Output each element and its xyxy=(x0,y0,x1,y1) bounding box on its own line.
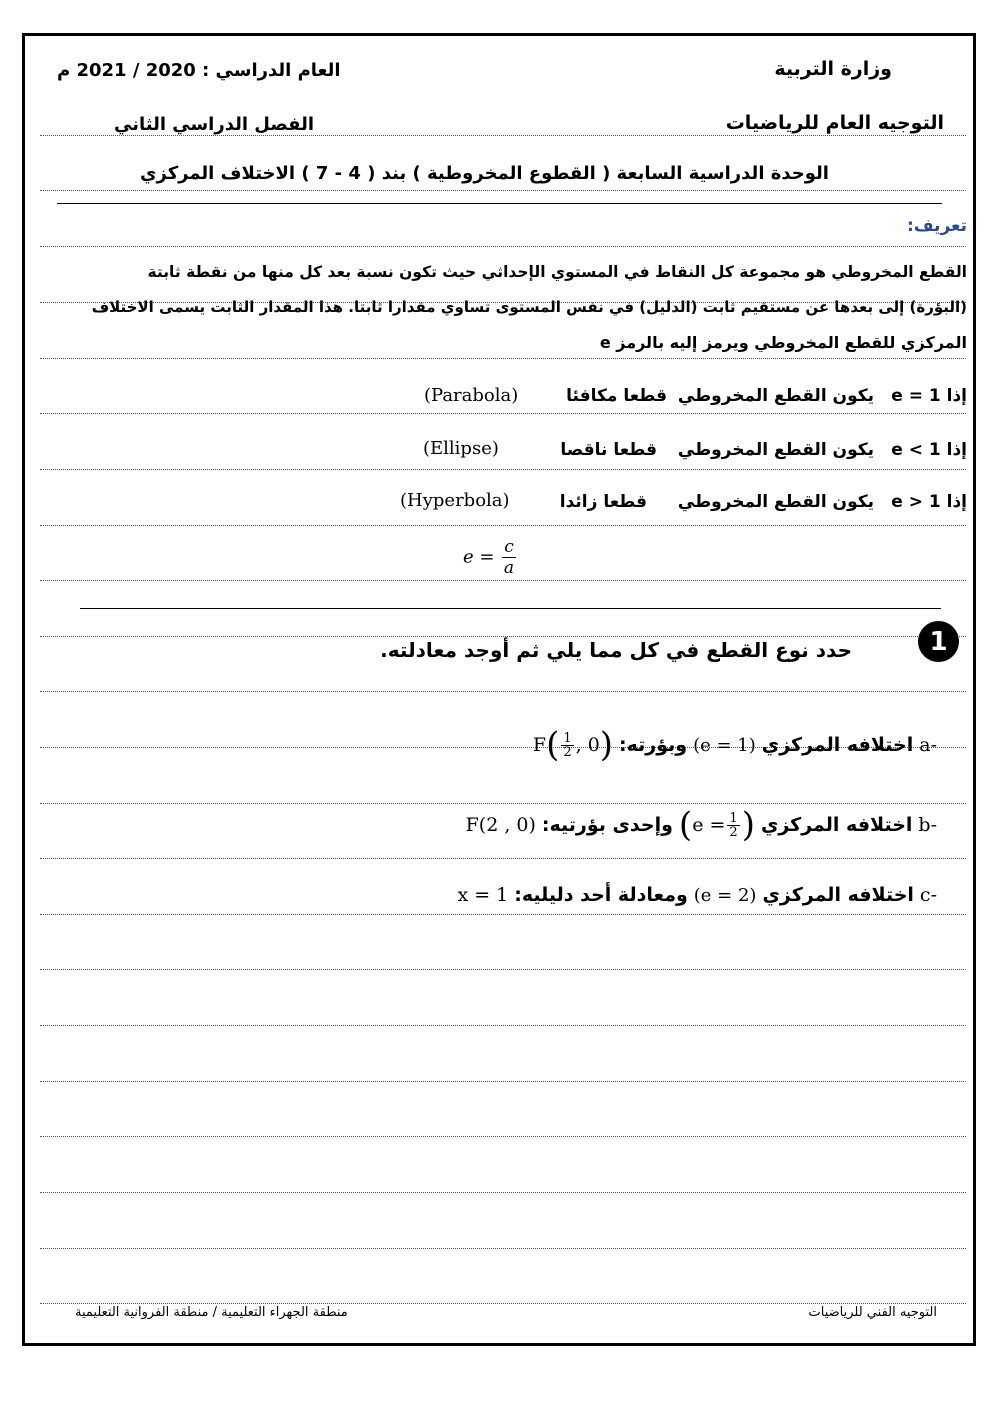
eccentricity-formula xyxy=(463,537,518,578)
definition-heading: تعريف: xyxy=(907,216,967,236)
section-divider xyxy=(80,608,941,609)
case-text: يكون القطع المخروطي xyxy=(677,492,874,512)
question-part-a xyxy=(532,725,937,765)
question-number-badge: 1 xyxy=(918,621,959,662)
question-part-b xyxy=(465,805,937,845)
case-type-ar: قطعا ناقصا xyxy=(560,440,657,460)
formula-denominator: a xyxy=(503,558,515,578)
part-eccentricity: ( e = $\frac{1}{2}$ ) xyxy=(678,805,755,845)
case-text: يكون القطع المخروطي xyxy=(677,440,874,460)
page-border xyxy=(22,33,976,1346)
unit-title: الوحدة الدراسية السابعة ( القطوع المخروطية ) بند ( 4 - 7 ) الاختلاف المركزي xyxy=(140,163,829,184)
department-name: التوجيه العام للرياضيات xyxy=(725,112,944,134)
case-type-en: (Ellipse) xyxy=(423,438,499,459)
ministry-name: وزارة التربية xyxy=(774,58,892,80)
part-eccentricity: (e = 2) xyxy=(693,884,757,906)
case-type-ar: قطعا مكافئا xyxy=(566,386,667,406)
footer-regions: منطقة الجهراء التعليمية / منطقة الفروانية التعليمية xyxy=(75,1305,348,1320)
part-label: -b xyxy=(918,814,937,836)
part-text: اختلافه المركزي xyxy=(760,814,913,836)
definition-line-2: (البؤرة) إلى بعدها عن مستقيم ثابت (الدليل) في نفس المستوى تساوي مقدارا ثابتا. هذا المقدار الثابت يسمى الاختلاف xyxy=(91,298,967,316)
question-prompt: حدد نوع القطع في كل مما يلي ثم أوجد معادلته. xyxy=(380,638,852,662)
formula-lhs: e = xyxy=(463,546,495,568)
case-text: يكون القطع المخروطي xyxy=(677,386,874,406)
academic-year: العام الدراسي : 2020 / 2021 م xyxy=(57,60,341,81)
footer-department: التوجيه الفني للرياضيات xyxy=(808,1305,937,1320)
case-condition: إذا e = 1 xyxy=(891,386,967,406)
part-focus: F(2 , 0) xyxy=(465,814,536,836)
part-text: اختلافه المركزي xyxy=(761,734,914,756)
semester: الفصل الدراسي الثاني xyxy=(114,114,314,135)
part-directrix-label: ومعادلة أحد دليليه: xyxy=(514,884,688,906)
part-focus-label: وإحدى بؤرتيه: xyxy=(541,814,673,836)
case-type-ar: قطعا زائدا xyxy=(559,492,647,512)
part-focus: F ( $\frac{1}{2}$ , 0 ) xyxy=(532,725,614,765)
question-part-c xyxy=(457,884,937,906)
case-type-en: (Parabola) xyxy=(424,385,519,406)
part-label: -c xyxy=(919,884,937,906)
part-eccentricity: (e = 1) xyxy=(693,734,756,756)
part-label: -a xyxy=(919,734,937,756)
part-focus-label: وبؤرته: xyxy=(619,734,688,756)
header-divider xyxy=(57,203,942,204)
definition-line-3: المركزي للقطع المخروطي ويرمز إليه بالرمز e xyxy=(599,333,967,352)
part-directrix: x = 1 xyxy=(457,884,509,906)
part-text: اختلافه المركزي xyxy=(762,884,914,906)
case-condition: إذا e < 1 xyxy=(891,440,967,460)
formula-numerator: c xyxy=(504,537,514,557)
definition-line-1: القطع المخروطي هو مجموعة كل النقاط في المستوي الإحداثي حيث تكون نسبة بعد كل منها من نقطة ثابتة xyxy=(147,263,967,281)
case-type-en: (Hyperbola) xyxy=(400,490,510,511)
case-condition: إذا e > 1 xyxy=(891,492,967,512)
